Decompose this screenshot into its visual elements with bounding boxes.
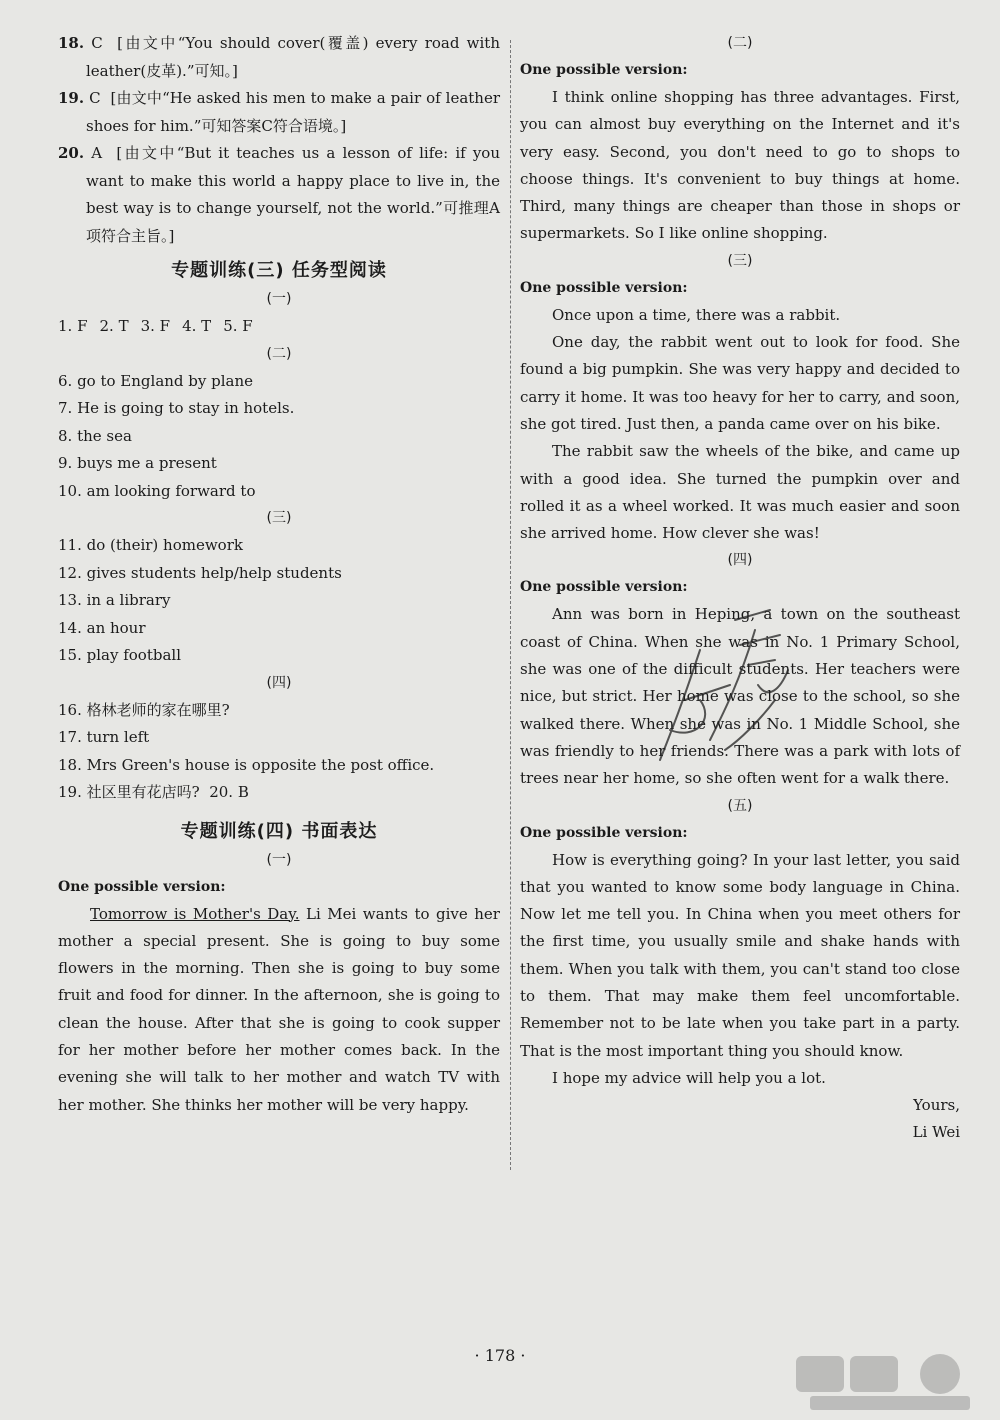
handwritten-stamp-icon — [640, 590, 800, 780]
version-label: One possible version: — [520, 279, 688, 296]
version-label: One possible version: — [58, 878, 226, 895]
answer-19-20b — [58, 779, 500, 807]
subsection-san: (三) — [727, 252, 753, 269]
essay-rabbit-p1: Once upon a time, there was a rabbit. — [552, 305, 841, 324]
answer-13: 13. in a library — [58, 591, 171, 609]
answer-19: 19. C [由文中“He asked his men to make a pair of leather shoes for him.”可知答案C符合语境。] — [58, 89, 500, 135]
page-number: · 178 · — [474, 1346, 526, 1365]
answer-5: 5. F — [223, 317, 253, 335]
version-label: One possible version: — [520, 824, 688, 841]
tf-answers — [58, 313, 500, 341]
essay-online-shopping: I think online shopping has three advantages. First, you can almost buy everything on the Internet and it's very easy. Second, you don't need to go to shops to choose things. It's convenient to buy things at home. Third, many things are cheaper than those in shops or supermarkets. So I like online shopping. — [520, 88, 960, 243]
answer-3: 3. F — [140, 317, 171, 335]
subsection-5: (一) — [266, 851, 292, 868]
version-label: One possible version: — [520, 62, 688, 78]
answer-12: 12. gives students help/help students — [58, 563, 342, 582]
subsection-er: (二) — [727, 35, 753, 51]
answer-15: 15. play football — [58, 646, 181, 664]
answer-14: 14. an hour — [58, 618, 146, 637]
answer-18b: 18. Mrs Green's house is opposite the post office. — [58, 755, 435, 774]
answer-8: 8. the sea — [58, 426, 132, 445]
subsection-3: (三) — [266, 510, 292, 526]
answer-19b: 19. 社区里有花店吗? — [58, 783, 200, 801]
answer-11: 11. do (their) homework — [58, 536, 243, 554]
version-label: One possible version: — [520, 579, 688, 596]
answer-16: 16. 格林老师的家在哪里? — [58, 700, 230, 719]
subsection-wu: (五) — [727, 797, 753, 814]
essay-ann: Ann was born in Heping, a town on the southeast coast of China. When she was in No. 1 Primary School, she was one of the difficult students. Her teachers were nice, but strict. Her home was close to the school, so she walked there. When she was in No. 1 Middle School, she was friendly to her friends. There was a park with lots of trees near her home, so she often went for a walk there. — [520, 605, 960, 788]
section-title-task-reading: 专题训练(三) 任务型阅读 — [171, 260, 387, 281]
essay-rabbit-p3: The rabbit saw the wheels of the bike, and came up with a good idea. She turned the pumpkin over and rolled it as a wheel worked. It was much easier and soon she arrived home. How clever she was! — [520, 442, 960, 543]
section-title-writing: 专题训练(四) 书面表达 — [180, 820, 378, 842]
answer-20: 20. A [由文中“But it teaches us a lesson of life: if you want to make this world a happy place to live in, the best way is to change yourself, not the world.”可推理A项符合主旨。] — [58, 144, 500, 245]
left-column — [58, 30, 500, 1119]
letter-closing: Yours, — [913, 1096, 960, 1115]
answer-18: 18. C [由文中“You should cover(覆盖) every road with leather(皮革).”可知。] — [58, 34, 500, 80]
answer-10: 10. am looking forward to — [58, 481, 256, 500]
answer-20b: 20. B — [209, 783, 249, 801]
essay-mothers-day: Tomorrow is Mother's Day. Li Mei wants to give her mother a special present. She is going to buy some flowers in the morning. Then she is going to buy some fruit and food for dinner. In the afternoon, she is going to clean the house. After that she is going to cook supper for her mother before her mother comes back. In the evening she will talk to her mother and watch TV with her mother. She thinks her mother will be very happy. — [58, 904, 500, 1114]
answer-7: 7. He is going to stay in hotels. — [58, 399, 295, 417]
essay-letter-p1: How is everything going? In your last letter, you said that you wanted to know some body language in China. Now let me tell you. In China when you meet others for the first time, you usually smile and shake hands with them. When you talk with them, you can't stand too close to them. That may make them feel uncomfortable. Remember not to be late when you take part in a party. That is the most important thing you should know. — [520, 850, 960, 1060]
subsection-1: (一) — [266, 291, 292, 307]
essay-rabbit-p2: One day, the rabbit went out to look for food. She found a big pumpkin. She was very happy and decided to carry it home. It was too heavy for her to carry, and soon, she got tired. Just then, a panda came over on his bike. — [520, 333, 960, 433]
answer-6: 6. go to England by plane — [58, 371, 254, 390]
subsection-si: (四) — [727, 552, 753, 569]
answer-9: 9. buys me a present — [58, 454, 217, 472]
answer-2: 2. T — [99, 317, 129, 335]
subsection-2: (二) — [266, 345, 292, 362]
essay-first-sentence: Tomorrow is Mother's Day. — [90, 904, 300, 923]
right-column — [520, 30, 960, 1146]
essay-letter-p2: I hope my advice will help you a lot. — [552, 1068, 826, 1087]
column-divider — [510, 40, 511, 1170]
letter-signature: Li Wei — [912, 1123, 960, 1142]
subsection-4: (四) — [266, 674, 292, 691]
answer-4: 4. T — [182, 317, 212, 335]
answer-17: 17. turn left — [58, 728, 150, 746]
answer-1: 1. F — [58, 317, 88, 335]
